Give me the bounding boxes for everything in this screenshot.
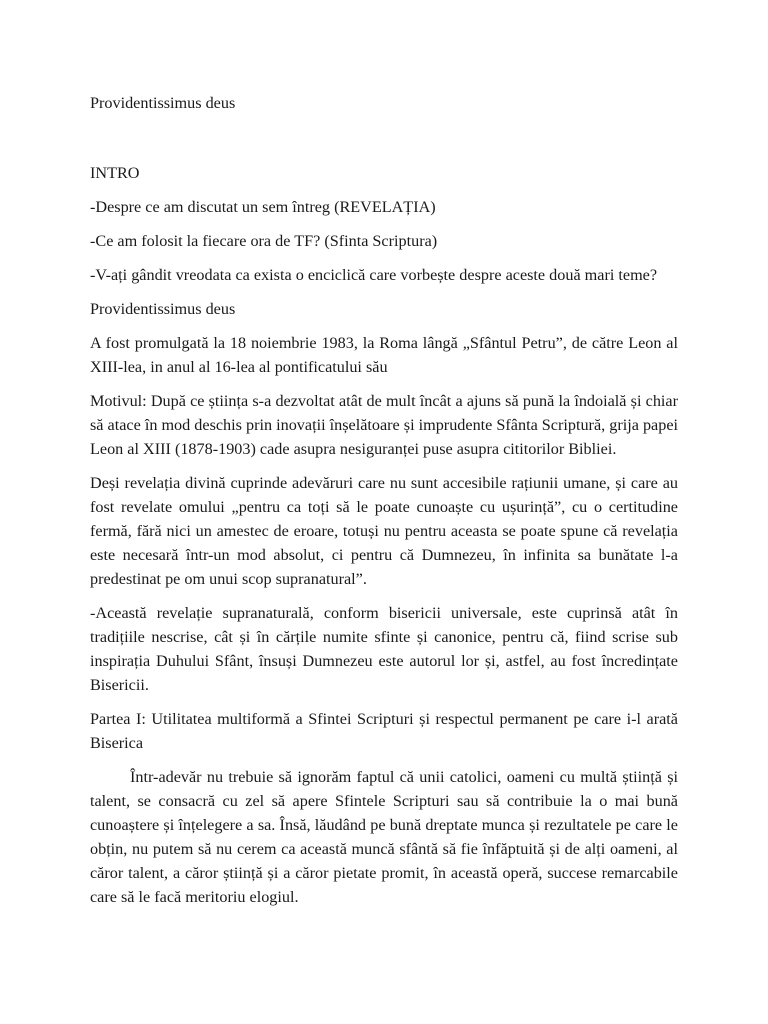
revelation-paragraph: Deși revelația divină cuprinde adevăruri care nu sunt accesibile rațiunii umane, și care au fost revelate omului „pentru ca toți să le poate cunoaște cu ușurință”, cu o certitudine fermă, fără nici un amestec de eroare, totuși nu pentru aceasta se poate spune că revelația este necesară într-un mod absolut, ci pentru că Dumnezeu, în infinita sa bunătate l-a predestinat pe om unui scop supranatural”.	[90, 474, 678, 588]
motive-paragraph: Motivul: După ce știința s-a dezvoltat atât de mult încât a ajuns să pună la îndoială și chiar să atace în mod deschis prin inovații înșelătoare și imprudente Sfânta Scriptură, grija papei Leon al XIII (1878-1903) cade asupra nesiguranței puse asupra cititorilor Bibliei.	[90, 392, 678, 458]
supernatural-paragraph: -Această revelație supranaturală, conform bisericii universale, este cuprinsă atât în tradițiile nescrise, cât și în cărțile numite sfinte și canonice, pentru că, fiind scrise sub inspirația Duhului Sfânt, însuși Dumnezeu este autorul lor și, astfel, au fost încredințate Bisericii.	[90, 604, 678, 694]
part1-paragraph: Într-adevăr nu trebuie să ignorăm faptul că unii catolici, oameni cu multă știință și talent, se consacră cu zel să apere Sfintele Scripturi sau să contribuie la o mai bună cunoaștere și înțelegere a sa. Însă, lăudând pe bună dreptate munca și rezultatele pe care le obțin, nu putem să nu cerem ca această muncă sfântă să fie înfăptuită și de alți oameni, al căror talent, a căror știință și a căror pietate promit, în această operă, succese remarcabile care să le facă meritoriu elogiul.	[90, 768, 678, 906]
document-title: Providentissimus deus	[90, 94, 236, 112]
section-subtitle: Providentissimus deus	[90, 300, 236, 318]
question-2: -Ce am folosit la fiecare ora de TF? (Sfinta Scriptura)	[90, 232, 438, 250]
question-1: -Despre ce am discutat un sem întreg (REVELAȚIA)	[90, 198, 436, 216]
document-page	[90, 91, 678, 909]
intro-heading: INTRO	[90, 164, 140, 182]
promulgation-paragraph: A fost promulgată la 18 noiembrie 1983, la Roma lângă „Sfântul Petru”, de către Leon al XIII-lea, in anul al 16-lea al pontificatului său	[90, 334, 678, 376]
part1-heading: Partea I: Utilitatea multiformă a Sfintei Scripturi și respectul permanent pe care i-l arată Biserica	[90, 710, 678, 752]
question-3: -V-ați gândit vreodata ca exista o enciclică care vorbește despre aceste două mari teme?	[90, 266, 658, 284]
